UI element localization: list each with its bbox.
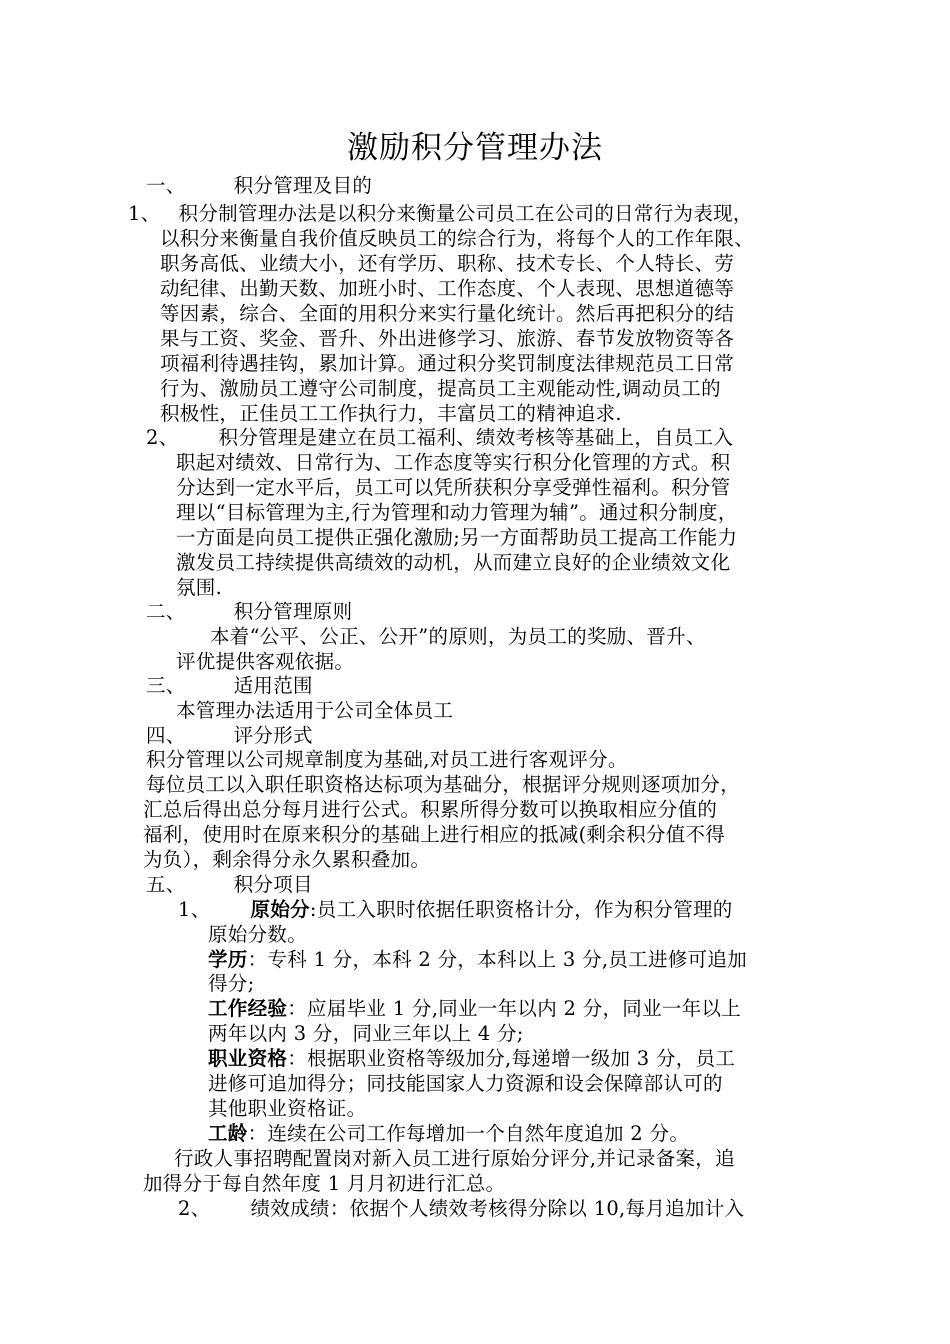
text-run: 项福利待遇挂钩，累加计算。通过积分奖罚制度法律规范员工日常 — [160, 352, 735, 375]
text-line — [208, 1122, 689, 1146]
text-run: 每位员工以入职任职资格达标项为基础分，根据评分规则逐项加分， — [146, 773, 741, 796]
text-run: 四、 — [146, 724, 186, 747]
text-run: :员工入职时依据任职资格计分，作为积分管理的 — [309, 898, 733, 921]
text-line — [128, 202, 753, 226]
text-run: 评分形式 — [233, 724, 313, 747]
text-run: 其他职业资格证。 — [208, 1097, 367, 1120]
text-run: 1、 — [128, 202, 161, 225]
text-run: ：专科 1 分，本科 2 分，本科以上 3 分,员工进修可追加 — [247, 948, 748, 971]
bold-label: 工作经验 — [208, 997, 288, 1020]
text-line — [208, 1047, 735, 1071]
text-run: 行为、激励员工遵守公司制度，提高员工主观能动性,调动员工的 — [160, 377, 721, 400]
text-run: 理以“目标管理为主,行为管理和动力管理为辅”。通过积分制度， — [176, 501, 738, 524]
text-line — [176, 526, 737, 550]
text-run: 职起对绩效、日常行为、工作态度等实行积分化管理的方式。积 — [176, 451, 731, 474]
text-run: 氛围. — [176, 576, 223, 599]
text-line — [178, 1197, 744, 1221]
text-line — [143, 848, 430, 872]
text-line — [160, 327, 734, 351]
text-line — [208, 948, 747, 972]
text-run: 五、 — [146, 873, 186, 896]
text-line — [143, 1172, 505, 1196]
text-run: 2、 — [178, 1197, 211, 1220]
text-line — [160, 277, 734, 301]
document-title: 激励积分管理办法 — [347, 130, 603, 166]
text-run: 三、 — [146, 674, 186, 697]
text-line — [210, 625, 706, 649]
text-line — [208, 923, 307, 947]
text-line — [208, 1097, 366, 1121]
text-line — [160, 377, 721, 401]
text-line — [208, 1022, 524, 1046]
text-line — [143, 823, 725, 847]
text-run: 二、 — [146, 600, 186, 623]
text-line — [176, 576, 222, 600]
text-line — [146, 748, 628, 772]
text-run: 动纪律、出勤天数、加班小时、工作态度、个人表现、思想道德等 — [160, 277, 735, 300]
text-line — [176, 451, 730, 475]
text-line — [146, 773, 740, 797]
text-line — [146, 724, 313, 748]
text-run: 等因素，综合、全面的用积分来实行量化统计。然后再把积分的结 — [160, 302, 735, 325]
text-run: 积分管理以公司规章制度为基础,对员工进行客观评分。 — [146, 748, 628, 771]
text-run: 行政人事招聘配置岗对新入员工进行原始分评分,并记录备案，追 — [174, 1147, 735, 1170]
text-run: 得分; — [208, 972, 255, 995]
text-run: 为负），剩余得分永久累积叠加。 — [143, 848, 431, 871]
text-line — [174, 1147, 735, 1171]
text-run: 分达到一定水平后，员工可以凭所获积分享受弹性福利。积分管 — [176, 476, 731, 499]
text-run: 原始分数。 — [208, 923, 308, 946]
text-line — [160, 352, 734, 376]
text-run: 积分管理原则 — [233, 600, 353, 623]
text-run: ：连续在公司工作每增加一个自然年度追加 2 分。 — [247, 1122, 690, 1145]
text-run: 适用范围 — [233, 674, 313, 697]
text-line — [143, 798, 717, 822]
text-line — [160, 252, 734, 276]
text-run: 加得分于每自然年度 1 月月初进行汇总。 — [143, 1172, 506, 1195]
text-run: 一方面是向员工提供正强化激励;另一方面帮助员工提高工作能力 — [176, 526, 738, 549]
text-run: 进修可追加得分；同技能国家人力资源和设会保障部认可的 — [208, 1072, 723, 1095]
text-line — [146, 174, 372, 198]
text-line — [146, 600, 352, 624]
text-line — [176, 551, 730, 575]
text-run: 本管理办法适用于公司全体员工 — [176, 699, 454, 722]
bold-label: 原始分 — [250, 898, 310, 921]
text-run: ：根据职业资格等级加分,每递增一级加 3 分，员工 — [287, 1047, 736, 1070]
text-line — [176, 476, 730, 500]
text-line — [160, 402, 622, 426]
text-line — [178, 898, 733, 922]
text-run: 福利，使用时在原来积分的基础上进行相应的抵减(剩余积分值不得 — [143, 823, 726, 846]
text-line — [146, 426, 733, 450]
text-run: 绩效成绩：依据个人绩效考核得分除以 10,每月追加计入 — [250, 1197, 745, 1220]
text-line — [208, 972, 254, 996]
text-line — [160, 302, 734, 326]
text-run: 评优提供客观依据。 — [176, 650, 355, 673]
text-run: 积分管理及目的 — [233, 174, 373, 197]
text-line — [146, 674, 313, 698]
text-run: 积分管理是建立在员工福利、绩效考核等基础上，自员工入 — [218, 426, 734, 449]
text-line — [176, 501, 738, 525]
text-run: 本着“公平、公正、公开”的原则，为员工的奖励、晋升、 — [210, 625, 706, 648]
text-line — [146, 873, 313, 897]
text-run: 汇总后得出总分每月进行公式。积累所得分数可以换取相应分值的 — [143, 798, 718, 821]
text-line — [208, 1072, 723, 1096]
text-run: 两年以内 3 分，同业三年以上 4 分; — [208, 1022, 524, 1045]
text-line — [176, 699, 453, 723]
text-line — [160, 227, 754, 251]
text-run: 果与工资、奖金、晋升、外出进修学习、旅游、春节发放物资等各 — [160, 327, 735, 350]
text-run: 积分制管理办法是以积分来衡量公司员工在公司的日常行为表现， — [178, 202, 753, 225]
text-run: 激发员工持续提供高绩效的动机，从而建立良好的企业绩效文化 — [176, 551, 731, 574]
text-run: 积分项目 — [233, 873, 313, 896]
text-line — [208, 997, 741, 1021]
bold-label: 职业资格 — [208, 1047, 288, 1070]
text-run: 职务高低、业绩大小，还有学历、职称、技术专长、个人特长、劳 — [160, 252, 735, 275]
text-run: 以积分来衡量自我价值反映员工的综合行为，将每个人的工作年限、 — [160, 227, 755, 250]
text-run: 积极性，正佳员工工作执行力，丰富员工的精神追求. — [160, 402, 622, 425]
text-run: 2、 — [146, 426, 179, 449]
text-run: 1、 — [178, 898, 211, 921]
text-run: 一、 — [146, 174, 186, 197]
text-run: ：应届毕业 1 分,同业一年以内 2 分，同业一年以上 — [287, 997, 742, 1020]
bold-label: 学历 — [208, 948, 248, 971]
bold-label: 工龄 — [208, 1122, 248, 1145]
text-line — [176, 650, 354, 674]
